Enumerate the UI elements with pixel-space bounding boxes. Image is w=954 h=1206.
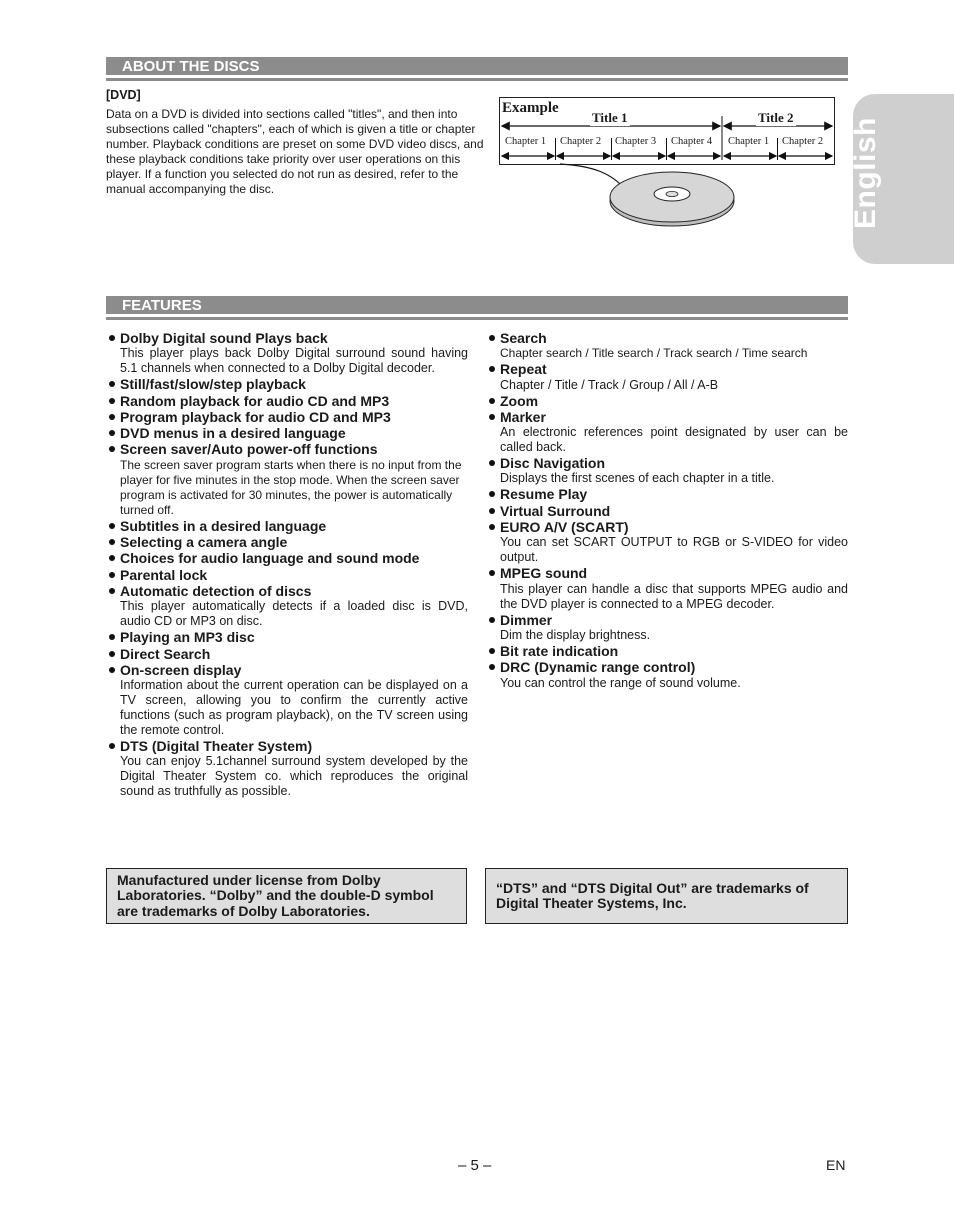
feature-item	[486, 361, 848, 392]
feature-item	[106, 534, 468, 550]
feature-item	[106, 330, 468, 376]
feature-item	[106, 409, 468, 425]
feature-item	[106, 550, 468, 566]
feature-title: Dolby Digital sound Plays back	[106, 330, 468, 346]
chapter-label: Chapter 2	[782, 136, 824, 147]
language-code: EN	[826, 1157, 846, 1173]
feature-description: Information about the current operation can be displayed on a TV screen, allowing you to confirm the currently active functions (such as program playback), on the TV screen using the remote control.	[120, 678, 468, 738]
feature-title: Parental lock	[106, 567, 468, 583]
feature-title: Playing an MP3 disc	[106, 629, 468, 645]
feature-title: Zoom	[486, 393, 848, 409]
dolby-trademark-note	[106, 868, 467, 924]
feature-item	[106, 518, 468, 534]
feature-item	[106, 425, 468, 441]
feature-item	[106, 646, 468, 662]
feature-title: Repeat	[486, 361, 848, 377]
feature-item	[486, 519, 848, 565]
feature-title: Program playback for audio CD and MP3	[106, 409, 468, 425]
dts-trademark-text: “DTS” and “DTS Digital Out” are trademarks of Digital Theater Systems, Inc.	[496, 880, 809, 912]
title-chapter-diagram	[499, 97, 835, 165]
features-heading: FEATURES	[122, 297, 202, 314]
feature-item	[486, 612, 848, 643]
feature-item	[486, 409, 848, 455]
feature-title: Search	[486, 330, 848, 346]
feature-description: Chapter / Title / Track / Group / All / A-B	[500, 377, 719, 392]
feature-description: You can enjoy 5.1channel surround system developed by the Digital Theater System co. which reproduces the original sound as truthfully as possible.	[120, 754, 468, 799]
feature-title: Direct Search	[106, 646, 468, 662]
feature-item	[486, 643, 848, 659]
feature-item	[486, 503, 848, 519]
about-discs-heading: ABOUT THE DISCS	[122, 58, 260, 75]
feature-description: You can control the range of sound volume.	[500, 675, 741, 690]
feature-title: Random playback for audio CD and MP3	[106, 393, 468, 409]
features-right-column	[486, 330, 848, 691]
feature-item	[486, 659, 848, 690]
disc-illustration	[500, 160, 740, 230]
page-number: – 5 –	[458, 1157, 492, 1174]
feature-description: You can set SCART OUTPUT to RGB or S-VIDEO for video output.	[500, 535, 848, 565]
chapter-label: Chapter 1	[505, 136, 547, 147]
feature-description: Displays the first scenes of each chapter in a title.	[500, 471, 775, 486]
about-discs-header	[106, 57, 848, 78]
feature-description: Chapter search / Title search / Track search / Time search	[500, 346, 808, 361]
feature-item	[106, 738, 468, 799]
chapter-label: Chapter 1	[728, 136, 770, 147]
dvd-label: [DVD]	[106, 88, 141, 102]
feature-title: Virtual Surround	[486, 503, 848, 519]
dts-trademark-note	[485, 868, 848, 924]
feature-item	[486, 330, 848, 361]
chapter-label: Chapter 4	[671, 136, 713, 147]
feature-title: MPEG sound	[486, 565, 848, 581]
feature-title: Automatic detection of discs	[106, 583, 468, 599]
feature-description: This player plays back Dolby Digital surround sound having 5.1 channels when connected to a Dolby Digital decoder.	[120, 346, 468, 376]
feature-title: Choices for audio language and sound mode	[106, 550, 468, 566]
feature-title: Disc Navigation	[486, 455, 848, 471]
feature-title: Bit rate indication	[486, 643, 848, 659]
feature-description: An electronic references point designated by user can be called back.	[500, 425, 848, 455]
feature-title: Still/fast/slow/step playback	[106, 376, 468, 392]
feature-title: Resume Play	[486, 486, 848, 502]
language-tab	[849, 94, 954, 264]
feature-title: DTS (Digital Theater System)	[106, 738, 468, 754]
feature-item	[486, 486, 848, 502]
feature-title: DVD menus in a desired language	[106, 425, 468, 441]
features-header	[106, 296, 848, 317]
feature-item	[106, 567, 468, 583]
features-left-column	[106, 330, 468, 799]
dolby-trademark-text: Manufactured under license from Dolby Laboratories. “Dolby” and the double-D symbol are trademarks of Dolby Laboratories.	[117, 872, 434, 919]
feature-item	[106, 393, 468, 409]
title-2-label: Title 2	[758, 110, 794, 125]
feature-item	[106, 441, 468, 517]
feature-item	[106, 629, 468, 645]
feature-item	[106, 583, 468, 629]
feature-title: Selecting a camera angle	[106, 534, 468, 550]
feature-description: This player automatically detects if a loaded disc is DVD, audio CD or MP3 on disc.	[120, 599, 468, 629]
feature-title: Subtitles in a desired language	[106, 518, 468, 534]
language-tab-label: English	[849, 117, 882, 229]
feature-item	[486, 455, 848, 486]
feature-item	[486, 565, 848, 611]
feature-title: Marker	[486, 409, 848, 425]
example-label: Example	[502, 100, 559, 116]
title-1-label: Title 1	[592, 110, 628, 125]
feature-title: Dimmer	[486, 612, 848, 628]
feature-item	[486, 393, 848, 409]
feature-title: Screen saver/Auto power-off functions	[106, 441, 468, 457]
feature-title: On-screen display	[106, 662, 468, 678]
chapter-label: Chapter 3	[615, 136, 657, 147]
chapter-label: Chapter 2	[560, 136, 602, 147]
feature-description: The screen saver program starts when there is no input from the player for five minutes in the stop mode. When the screen saver program is activated for 30 minutes, the power is automatically turned off.	[120, 457, 462, 517]
feature-title: DRC (Dynamic range control)	[486, 659, 848, 675]
feature-item	[106, 376, 468, 392]
feature-title: EURO A/V (SCART)	[486, 519, 848, 535]
feature-item	[106, 662, 468, 738]
feature-description: Dim the display brightness.	[500, 627, 651, 642]
dvd-description: Data on a DVD is divided into sections called "titles", and then into subsections called "chapters", each of which is given a title or chapter number. Playback conditions are preset on some DVD video discs, and these playback conditions take priority over user operations on this player. If a function you selected do not run as desired, refer to the manual accompanying the disc.	[106, 107, 484, 196]
feature-description: This player can handle a disc that supports MPEG audio and the DVD player is connected to a MPEG decoder.	[500, 581, 848, 611]
